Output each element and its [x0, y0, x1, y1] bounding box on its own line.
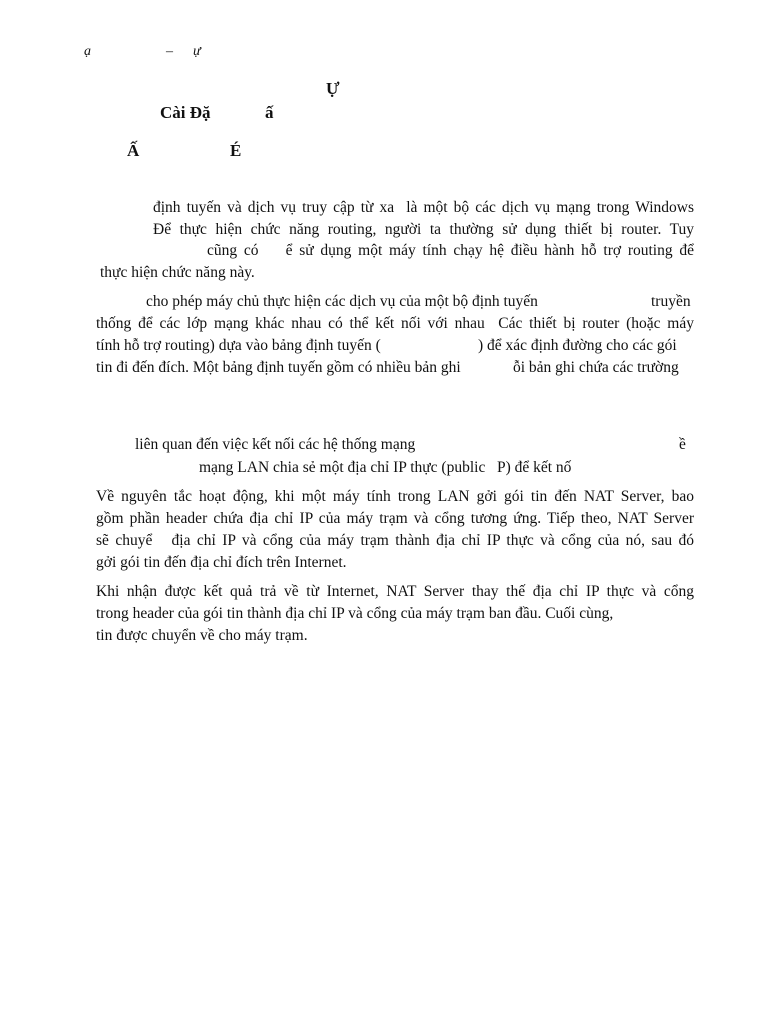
- para2-line1-start: cho phép máy chủ thực hiện các dịch vụ của một bộ định tuyến: [146, 293, 538, 310]
- para2-line2: thống để các lớp mạng khác nhau có thể kết nối với nhau Các thiết bị router (hoặc máy: [96, 315, 694, 332]
- para1-line1: định tuyến và dịch vụ truy cập từ xa là một bộ các dịch vụ mạng trong Windows: [153, 199, 694, 216]
- para3-line2: mạng LAN chia sẻ một địa chỉ IP thực (public P) để kết nố: [199, 459, 572, 476]
- para2-line4-start: tin đi đến đích. Một bảng định tuyến gồm có nhiều bản ghi: [96, 359, 461, 376]
- header-fragment-right: ự: [193, 44, 201, 59]
- para4-line3: sẽ chuyể địa chỉ IP và cổng của máy trạm thành địa chỉ IP thực và cổng của nó, sau đó: [96, 532, 694, 549]
- header-fragment-dash: –: [166, 44, 173, 59]
- para3-line1-end: ề: [679, 436, 686, 453]
- para4-line4: gởi gói tin đến địa chỉ đích trên Internet.: [96, 554, 347, 571]
- header-fragment-left: ạ: [84, 44, 91, 59]
- para1-line3: cũng có ể sử dụng một máy tính chạy hệ điều hành hỗ trợ routing để: [207, 242, 694, 259]
- title-line2-start: Cài Đặ: [160, 103, 211, 122]
- para1-line2: Để thực hiện chức năng routing, người ta thường sử dụng thiết bị router. Tuy: [153, 221, 694, 238]
- title-line3-start: Ấ: [127, 141, 140, 160]
- title-line1: Ự: [326, 79, 340, 98]
- para5-line3: tin được chuyển về cho máy trạm.: [96, 627, 308, 644]
- para4-line1: Về nguyên tắc hoạt động, khi một máy tính trong LAN gởi gói tin đến NAT Server, bao: [96, 488, 694, 505]
- para5-line1: Khi nhận được kết quả trả về từ Internet, NAT Server thay thế địa chỉ IP thực và cổng: [96, 583, 694, 600]
- title-line3-end: É: [230, 141, 242, 160]
- para5-line2: trong header của gói tin thành địa chỉ IP và cổng của máy trạm ban đầu. Cuối cùng,: [96, 605, 614, 622]
- para2-line4-end: ỗi bản ghi chứa các trường: [513, 359, 679, 376]
- para2-line3-start: tính hỗ trợ routing) dựa vào bảng định tuyến (: [96, 337, 381, 354]
- para2-line1-end: truyền: [651, 293, 691, 310]
- title-line2-end: ấ: [265, 103, 274, 122]
- para2-line3-end: ) để xác định đường cho các gói: [478, 337, 677, 354]
- para1-line4: thực hiện chức năng này.: [100, 264, 255, 281]
- para4-line2: gồm phần header chứa địa chỉ IP của máy trạm và cổng tương ứng. Tiếp theo, NAT Server: [96, 510, 694, 527]
- para3-line1-start: liên quan đến việc kết nối các hệ thống mạng: [135, 436, 416, 453]
